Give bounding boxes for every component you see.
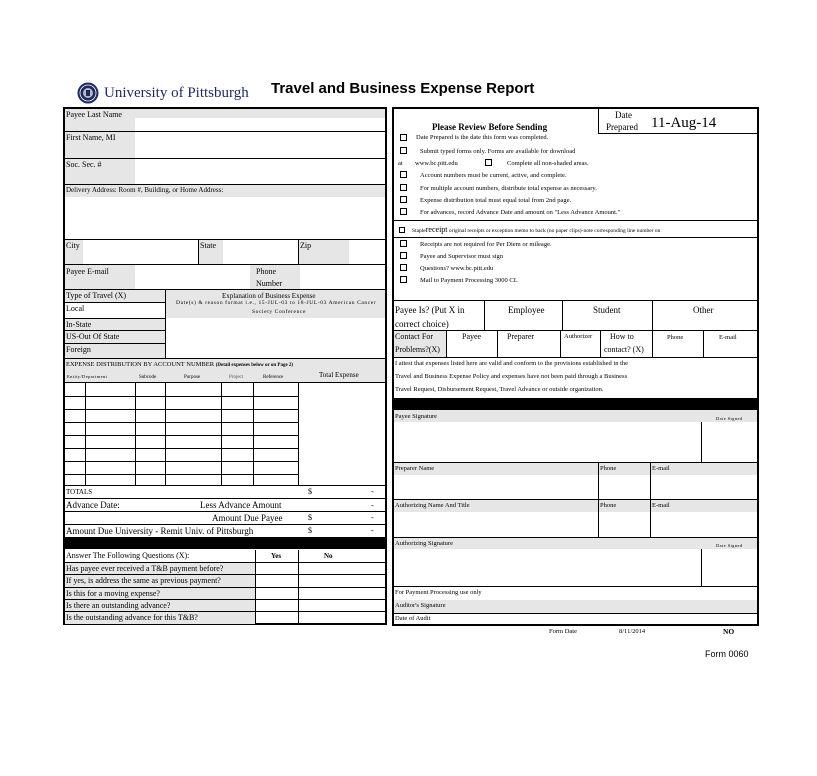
checkbox-11[interactable] [400, 264, 407, 271]
contact-email[interactable]: E-mail [719, 334, 737, 341]
page-title: Travel and Business Expense Report [271, 80, 535, 97]
complete-nonshaded: Complete all non-shaded areas. [507, 160, 589, 167]
university-name: University of Pittsburgh [104, 85, 249, 101]
check-item-5: Expense distribution total must equal total from 2nd page. [420, 197, 572, 204]
date-label-2: Prepared [606, 122, 638, 132]
check-item-9: Questions? www.bc.pitt.edu [420, 265, 494, 272]
payee-last-name-label: Payee Last Name [66, 110, 122, 119]
state-label: State [200, 241, 216, 250]
payment-processing-label: For Payment Processing use only [395, 589, 482, 596]
preparer-phone-field[interactable] [599, 475, 650, 499]
zip-label: Zip [300, 241, 312, 250]
payee-date-signed-field[interactable] [702, 422, 757, 462]
how-to-1: How to [610, 332, 634, 341]
authorizing-signature-label: Authorizing Signature [395, 540, 453, 547]
preparer-email-label: E-mail [652, 465, 670, 472]
col-total: Total Expense [319, 371, 359, 379]
authorizing-date-signed-label: Date Signed [716, 543, 743, 548]
date-label-1: Date [615, 110, 632, 120]
checkbox-6[interactable] [400, 196, 407, 203]
totals-label: TOTALS [66, 488, 93, 496]
question-3: Is this for a moving expense? [66, 589, 160, 598]
contact-payee[interactable]: Payee [462, 332, 482, 341]
date-prepared-value[interactable]: 11-Aug-14 [651, 115, 717, 131]
right-black-bar [394, 398, 757, 410]
university-seal-icon [77, 82, 99, 104]
col-subcode: Subcode [139, 375, 157, 380]
col-project: Project [229, 375, 244, 380]
checkbox-9[interactable] [400, 240, 407, 247]
checkbox-1[interactable] [400, 134, 407, 141]
attest-line-1: I attest that expenses listed here are valid and conform to the provisions established in the [395, 360, 629, 367]
amount-due-payee-dollar: $ [308, 513, 312, 522]
payee-last-name-field[interactable] [135, 118, 385, 131]
check-item-4: For multiple account numbers, distribute total expense as necessary. [420, 185, 597, 192]
travel-foreign: Foreign [66, 345, 91, 354]
col-purpose: Purpose [184, 375, 201, 380]
authorizing-date-signed-field[interactable] [702, 549, 757, 586]
ssn-label: Soc. Sec. # [66, 160, 102, 169]
attest-line-2: Travel and Business Expense Policy and expenses have not been paid through a Business [395, 373, 628, 380]
university-logo [77, 82, 99, 104]
date-of-audit-label: Date of Audit [395, 615, 431, 622]
check-item-1: Date Prepared is the date this form was completed. [416, 134, 549, 141]
contact-authorizer[interactable]: Authorizer [564, 333, 593, 340]
totals-dash: - [371, 487, 374, 496]
phone-field[interactable] [300, 265, 385, 289]
payee-signature-label: Payee Signature [395, 413, 438, 420]
auditor-signature-label: Auditor's Signature [395, 602, 446, 609]
checkbox-10[interactable] [400, 252, 407, 259]
phone-label-2: Number [256, 279, 283, 288]
col-reference: Reference [263, 375, 284, 380]
form-number: Form 0060 [705, 649, 749, 659]
city-label: City [66, 241, 80, 250]
amount-due-payee-dash: - [371, 513, 374, 522]
question-2: If yes, is address the same as previous payment? [66, 576, 221, 585]
amount-due-payee-label: Amount Due Payee [212, 513, 283, 523]
payee-is-2: correct choice) [395, 319, 449, 329]
checkbox-8[interactable] [399, 227, 405, 233]
question-1: Has payee ever received a T&B payment before? [66, 564, 224, 573]
checkbox-5[interactable] [400, 184, 407, 191]
preparer-name-label: Preparer Name [395, 465, 435, 472]
explanation-hint-2: Society Conference [252, 309, 307, 315]
no-label: No [324, 552, 333, 560]
how-to-2: contact? (X) [604, 345, 644, 354]
distribution-grid[interactable] [65, 383, 385, 485]
travel-instate: In-State [66, 320, 92, 329]
less-advance-label: Less Advance Amount [200, 500, 282, 510]
authorizing-name-field[interactable] [394, 512, 598, 537]
checkbox-4[interactable] [400, 171, 407, 178]
footer-no: NO [723, 627, 735, 636]
payee-email-field[interactable] [135, 265, 250, 289]
authorizing-phone-label: Phone [600, 502, 617, 509]
other-option[interactable]: Other [693, 305, 714, 315]
payee-email-label: Payee E-mail [66, 267, 109, 276]
contact-for-1: Contact For [395, 332, 433, 341]
payee-date-signed-label: Date Signed [716, 416, 743, 421]
authorizing-signature-field[interactable] [394, 549, 701, 586]
questions-yes-column[interactable] [256, 563, 298, 624]
totals-dollar: $ [308, 487, 312, 496]
checkbox-2[interactable] [400, 147, 407, 154]
preparer-name-field[interactable] [394, 475, 598, 499]
travel-local: Local [66, 304, 85, 313]
at-label: at [398, 160, 403, 167]
questions-title: Answer The Following Questions (X): [66, 551, 190, 560]
authorizing-phone-field[interactable] [599, 512, 650, 537]
contact-for-2: Problems?(X) [395, 345, 440, 354]
phone-label-1: Phone [256, 267, 276, 276]
authorizing-email-field[interactable] [651, 512, 757, 537]
contact-phone[interactable]: Phone [667, 334, 684, 341]
check-item-10: Mail to Payment Processing 3000 CL [420, 277, 518, 284]
advance-date-label: Advance Date: [66, 500, 120, 510]
authorizing-name-label: Authorizing Name And Title [395, 502, 470, 509]
first-name-label: First Name, MI [66, 133, 116, 142]
check-item-8: Payee and Supervisor must sign [420, 253, 504, 260]
type-of-travel-label: Type of Travel (X) [66, 291, 127, 300]
payee-signature-field[interactable] [394, 422, 701, 462]
check-item-3: Account numbers must be current, active, and complete. [420, 172, 567, 179]
delivery-address-label: Delivery Address: Room #, Building, or Home Address: [66, 186, 224, 194]
dist-title: EXPENSE DISTRIBUTION BY ACCOUNT NUMBER (Detail expenses below or on Page 2) [66, 361, 294, 368]
amount-due-univ-dollar: $ [308, 526, 312, 535]
form-date-label: Form Date [549, 628, 577, 635]
contact-preparer[interactable]: Preparer [507, 332, 535, 341]
travel-outstate: US-Out Of State [66, 332, 120, 341]
less-advance-dash: - [371, 501, 374, 510]
amount-due-univ-label: Amount Due University - Remit Univ. of Pittsburgh [66, 526, 254, 536]
preparer-email-field[interactable] [651, 475, 757, 499]
form-date-value: 8/11/2014 [619, 628, 646, 635]
attest-line-3: Travel Request, Disbursement Request, Travel Advance or outside organization. [395, 386, 604, 393]
staple-line: Staplereceipt original receipts or exception memo to back (no paper clips)-note corresponding line number on [412, 225, 661, 234]
check-item-2: Submit typed forms only. Forms are available for download [420, 148, 576, 155]
questions-no-column[interactable] [299, 563, 385, 624]
checkbox-12[interactable] [400, 276, 407, 283]
explanation-title: Explanation of Business Expense [222, 292, 316, 300]
first-name-field[interactable] [135, 132, 385, 159]
delivery-address-field[interactable] [65, 197, 385, 239]
checkbox-7[interactable] [400, 208, 407, 215]
question-4: Is there an outstanding advance? [66, 601, 171, 610]
check-item-6: For advances, record Advance Date and amount on "Less Advance Amount." [420, 209, 621, 216]
review-title: Please Review Before Sending [432, 122, 548, 132]
preparer-phone-label: Phone [600, 465, 617, 472]
authorizing-email-label: E-mail [652, 502, 670, 509]
left-black-bar [65, 537, 385, 549]
explanation-hint-1: Date(s) & reason format i.e., 15-JUL-03 to 18-JUL-03 American Cancer [176, 300, 377, 306]
check-item-7: Receipts are not required for Per Diem or mileage. [420, 241, 552, 248]
question-5: Is the outstanding advance for this T&B? [66, 613, 198, 622]
website-link[interactable]: www.bc.pitt.edu [415, 160, 458, 167]
ssn-field[interactable] [135, 159, 385, 184]
amount-due-univ-dash: - [371, 526, 374, 535]
payee-is-1: Payee Is? (Put X in [395, 305, 465, 315]
student-option[interactable]: Student [593, 305, 621, 315]
explanation-field[interactable] [166, 318, 385, 360]
checkbox-3[interactable] [485, 159, 492, 166]
yes-label: Yes [271, 552, 282, 560]
employee-option[interactable]: Employee [508, 305, 545, 315]
col-entity: Entity/Department [67, 374, 108, 379]
